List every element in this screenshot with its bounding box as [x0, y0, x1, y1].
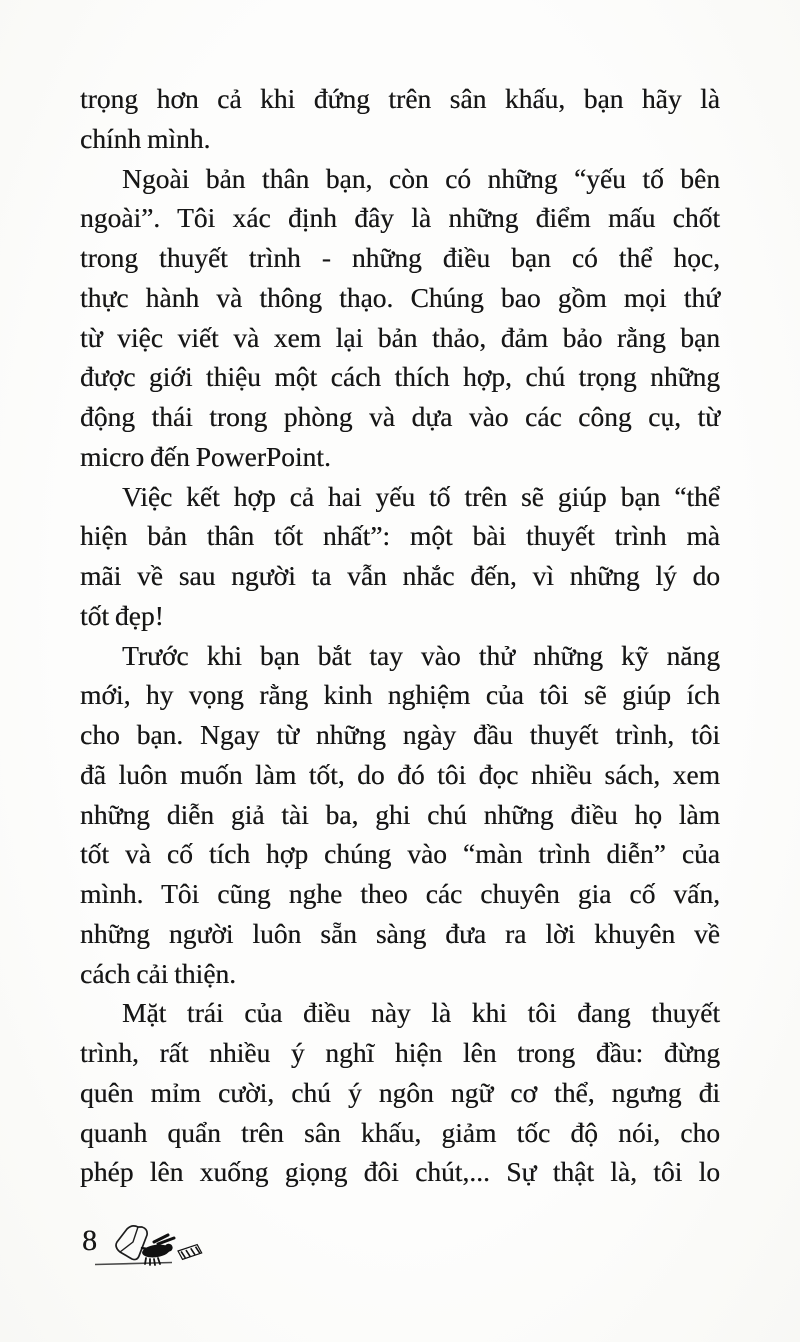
text-line: Ngoài bản thân bạn, còn có những “yếu tố bên: [122, 162, 720, 194]
text-line: trong thuyết trình - những điều bạn có thể học,: [80, 242, 720, 273]
text-line: trọng hơn cả khi đứng trên sân khấu, bạn hãy là: [80, 83, 720, 114]
text-line: cho bạn. Ngay từ những ngày đầu thuyết trình, tôi: [80, 719, 720, 750]
text-line: hiện bản thân tốt nhất”: một bài thuyết trình mà: [80, 520, 720, 552]
text-line: quên mỉm cười, chú ý ngôn ngữ cơ thể, ngưng đi: [80, 1076, 720, 1108]
text-line: cách cải thiện.: [80, 957, 237, 989]
text-line: phép lên xuống giọng đôi chút,... Sự thật là, tôi lo: [80, 1156, 720, 1188]
text-line: micro đến PowerPoint.: [80, 440, 331, 472]
text-line: chính mình.: [80, 122, 211, 154]
body-text-block: [80, 79, 720, 1192]
paragraph: [80, 636, 720, 994]
text-line: thực hành và thông thạo. Chúng bao gồm mọi thứ: [80, 281, 720, 313]
text-line: từ việc viết và xem lại bản thảo, đảm bảo rằng bạn: [80, 321, 720, 353]
text-line: những diễn giả tài ba, ghi chú những điều họ làm: [80, 798, 720, 830]
text-line: tốt và cố tích hợp chúng vào “màn trình diễn” của: [80, 838, 720, 870]
text-line: Trước khi bạn bắt tay vào thử những kỹ năng: [122, 639, 720, 671]
paragraph: [80, 477, 720, 636]
text-line: được giới thiệu một cách thích hợp, chú trọng những: [80, 361, 720, 393]
paragraph: [80, 993, 720, 1192]
text-line: quanh quẩn trên sân khấu, giảm tốc độ nói, cho: [80, 1116, 720, 1148]
text-line: Việc kết hợp cả hai yếu tố trên sẽ giúp bạn “thể: [122, 480, 720, 512]
page-footer: [82, 1218, 242, 1278]
text-line: mãi về sau người ta vẫn nhắc đến, vì những lý do: [80, 560, 720, 591]
paragraph: [80, 79, 720, 159]
text-line: những người luôn sẵn sàng đưa ra lời khuyên về: [80, 917, 720, 949]
text-line: ngoài”. Tôi xác định đây là những điểm mấu chốt: [80, 202, 720, 234]
text-line: mình. Tôi cũng nghe theo các chuyên gia cố vấn,: [80, 878, 720, 909]
fly-doodle-icon: [94, 1218, 220, 1274]
text-line: trình, rất nhiều ý nghĩ hiện lên trong đầu: đừng: [80, 1037, 720, 1068]
text-line: tốt đẹp!: [80, 599, 164, 631]
page-number: 8: [82, 1224, 97, 1257]
paragraph: [80, 159, 720, 477]
text-line: đã luôn muốn làm tốt, do đó tôi đọc nhiều sách, xem: [80, 758, 720, 790]
text-line: mới, hy vọng rằng kinh nghiệm của tôi sẽ giúp ích: [80, 679, 720, 711]
text-line: Mặt trái của điều này là khi tôi đang thuyết: [122, 997, 720, 1029]
text-line: động thái trong phòng và dựa vào các công cụ, từ: [80, 401, 720, 432]
